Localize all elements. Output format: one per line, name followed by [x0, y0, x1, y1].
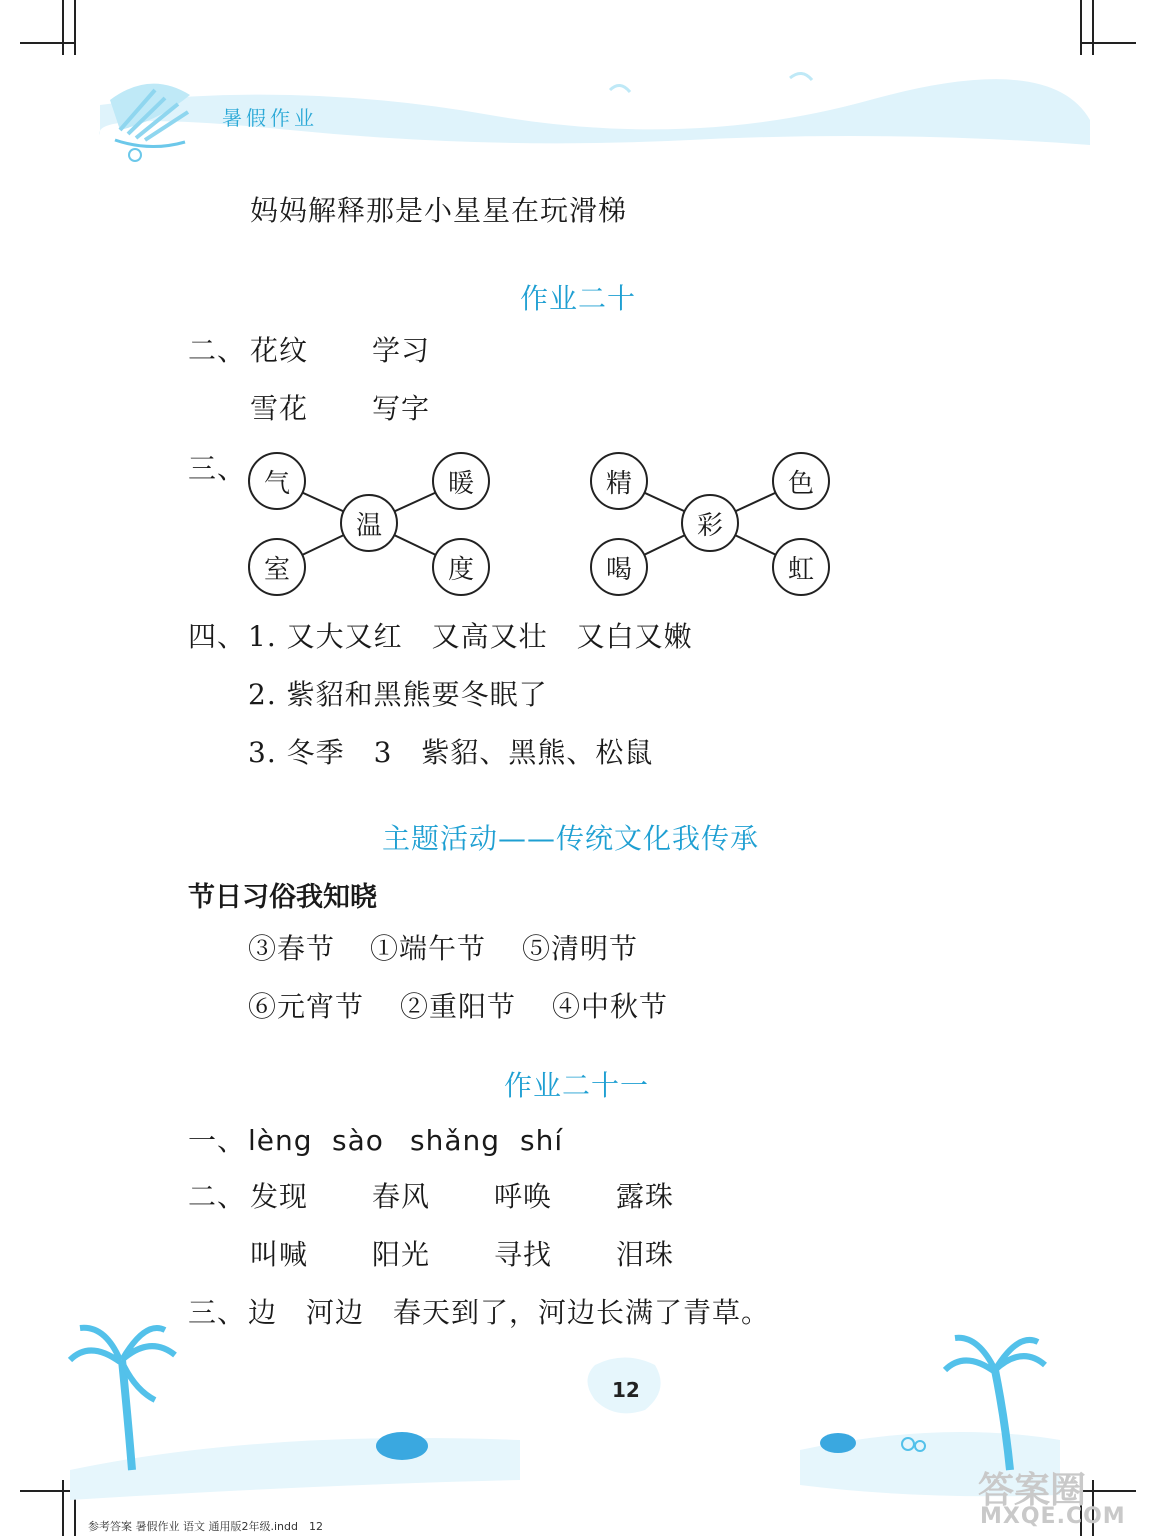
festival-item: ④中秋节	[552, 990, 669, 1023]
crop-mark	[74, 0, 76, 55]
pinyin-answer: shǎng	[410, 1124, 501, 1157]
pinyin-answer: lèng	[248, 1124, 313, 1157]
cluster-2-top-left: 精	[590, 452, 648, 510]
header-label: 暑假作业	[222, 106, 318, 130]
cluster-2-bottom-left: 喝	[590, 538, 648, 596]
question-label: 一、	[188, 1124, 247, 1157]
watermark-logo: 答案圈	[978, 1470, 1087, 1511]
pinyin-answer: shí	[520, 1124, 564, 1157]
cluster-2-center: 彩	[681, 494, 739, 552]
answer-word: 露珠	[616, 1180, 675, 1213]
answer-word: 发现	[250, 1180, 309, 1213]
answer-line: 2. 紫貂和黑熊要冬眠了	[248, 678, 548, 711]
cluster-1-top-left: 气	[248, 452, 306, 510]
question-label: 二、	[188, 334, 247, 367]
festival-item: ②重阳节	[400, 990, 517, 1023]
answer-line: 边 河边 春天到了，河边长满了青草。	[248, 1296, 771, 1329]
crop-mark	[1080, 0, 1082, 55]
answer-word: 雪花	[250, 392, 309, 425]
cluster-1-top-right: 暖	[432, 452, 490, 510]
cluster-2-bottom-right: 虹	[772, 538, 830, 596]
cluster-1-center: 温	[340, 494, 398, 552]
answer-word: 阳光	[372, 1238, 431, 1271]
answer-word: 叫喊	[250, 1238, 309, 1271]
word-cluster-lines	[240, 440, 850, 600]
answer-word: 写字	[372, 392, 431, 425]
crop-mark	[1080, 42, 1136, 44]
festival-item: ⑤清明节	[522, 932, 639, 965]
cluster-1-bottom-left: 室	[248, 538, 306, 596]
question-label: 四、	[188, 620, 247, 653]
answer-line: 1. 又大又红 又高又壮 又白又嫩	[248, 620, 693, 653]
intro-line: 妈妈解释那是小星星在玩滑梯	[250, 194, 628, 227]
festival-item: ①端午节	[370, 932, 487, 965]
answer-word: 学习	[372, 334, 431, 367]
question-label: 二、	[188, 1180, 247, 1213]
footer-beach-decoration	[60, 1320, 1100, 1520]
crop-mark	[1092, 0, 1094, 55]
cluster-1-bottom-right: 度	[432, 538, 490, 596]
theme-subtitle: 节日习俗我知晓	[188, 882, 377, 913]
section-21-title: 作业二十一	[504, 1069, 650, 1102]
answer-word: 泪珠	[616, 1238, 675, 1271]
theme-title: 主题活动——传统文化我传承	[382, 822, 760, 855]
answer-line: 3. 冬季 3 紫貂、黑熊、松鼠	[248, 736, 654, 769]
answer-word: 呼唤	[494, 1180, 553, 1213]
cluster-2-top-right: 色	[772, 452, 830, 510]
crop-mark	[20, 42, 76, 44]
question-label: 三、	[188, 452, 247, 485]
answer-word: 春风	[372, 1180, 431, 1213]
question-label: 三、	[188, 1296, 247, 1329]
festival-item: ⑥元宵节	[248, 990, 365, 1023]
answer-word: 花纹	[250, 334, 309, 367]
page-number: 12	[612, 1378, 640, 1402]
pinyin-answer: sào	[332, 1124, 384, 1157]
answer-word: 寻找	[494, 1238, 553, 1271]
print-footer: 参考答案 暑假作业 语文 通用版2年级.indd 12	[88, 1520, 323, 1533]
section-20-title: 作业二十	[520, 282, 637, 315]
watermark-url: MXQE.COM	[980, 1504, 1126, 1529]
festival-item: ③春节	[248, 932, 336, 965]
crop-mark	[62, 0, 64, 55]
